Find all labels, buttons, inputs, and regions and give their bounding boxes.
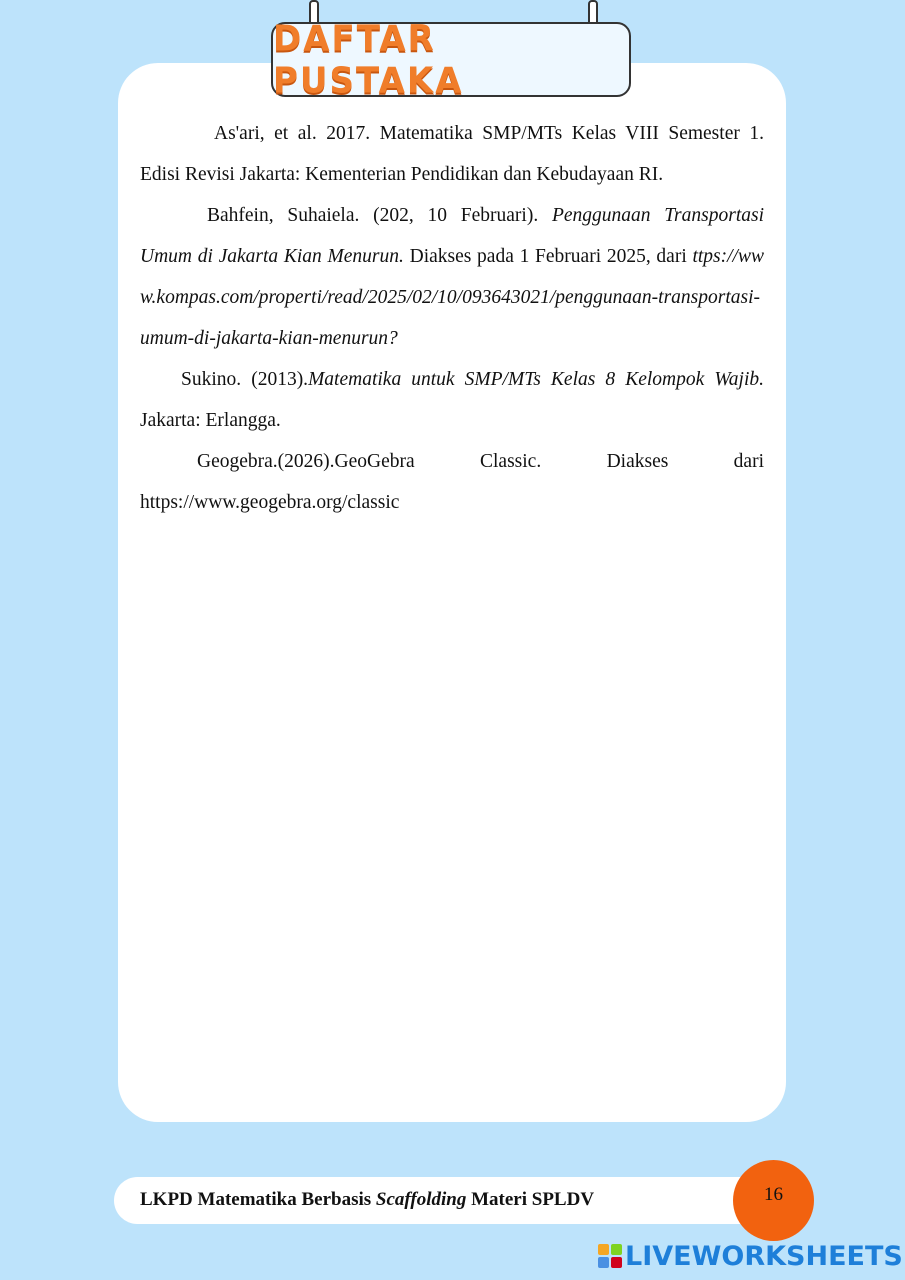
reference-item (140, 441, 764, 523)
page-number: 16 (764, 1184, 783, 1205)
reference-title: Penggunaan Transportasi Umum di Jakarta Kian Menurun. (140, 205, 765, 267)
liveworksheets-icon (598, 1244, 622, 1268)
liveworksheets-logo[interactable] (598, 1240, 903, 1272)
liveworksheets-wordmark: LIVEWORKSHEETS (625, 1240, 903, 1272)
reference-title: Matematika untuk SMP/MTs Kelas 8 Kelompok Wajib. (308, 369, 764, 390)
reference-list (140, 113, 764, 523)
title-banner (271, 17, 631, 102)
reference-access: Diakses pada 1 Februari 2025, dari (403, 246, 693, 267)
reference-item: As'ari, et al. 2017. Matematika SMP/MTs Kelas VIII Semester 1. Edisi Revisi Jakarta: Kementerian Pendidikan dan Kebudayaan RI. (140, 123, 764, 185)
reference-publisher: Jakarta: Erlangga. (140, 410, 281, 431)
reference-author: Bahfein, Suhaiela. (202, 10 Februari). (207, 205, 552, 226)
reference-url[interactable]: ttps://www.kompas.com/properti/read/2025/02/10/093643021/penggunaan-transportasi-umum-di-jakarta-kian-menurun? (140, 246, 764, 349)
page-number-badge (733, 1160, 814, 1241)
reference-author: Sukino. (2013). (181, 369, 309, 390)
reference-item (140, 359, 764, 441)
reference-item (140, 195, 764, 359)
footer-caption: LKPD Matematika Berbasis Scaffolding Materi SPLDV (140, 1189, 595, 1210)
page-title: DAFTAR PUSTAKA (273, 17, 464, 102)
reference-url[interactable]: https://www.geogebra.org/classic (140, 492, 400, 513)
reference-line: Geogebra.(2026).GeoGebra Classic. Diakses dari (197, 451, 764, 472)
